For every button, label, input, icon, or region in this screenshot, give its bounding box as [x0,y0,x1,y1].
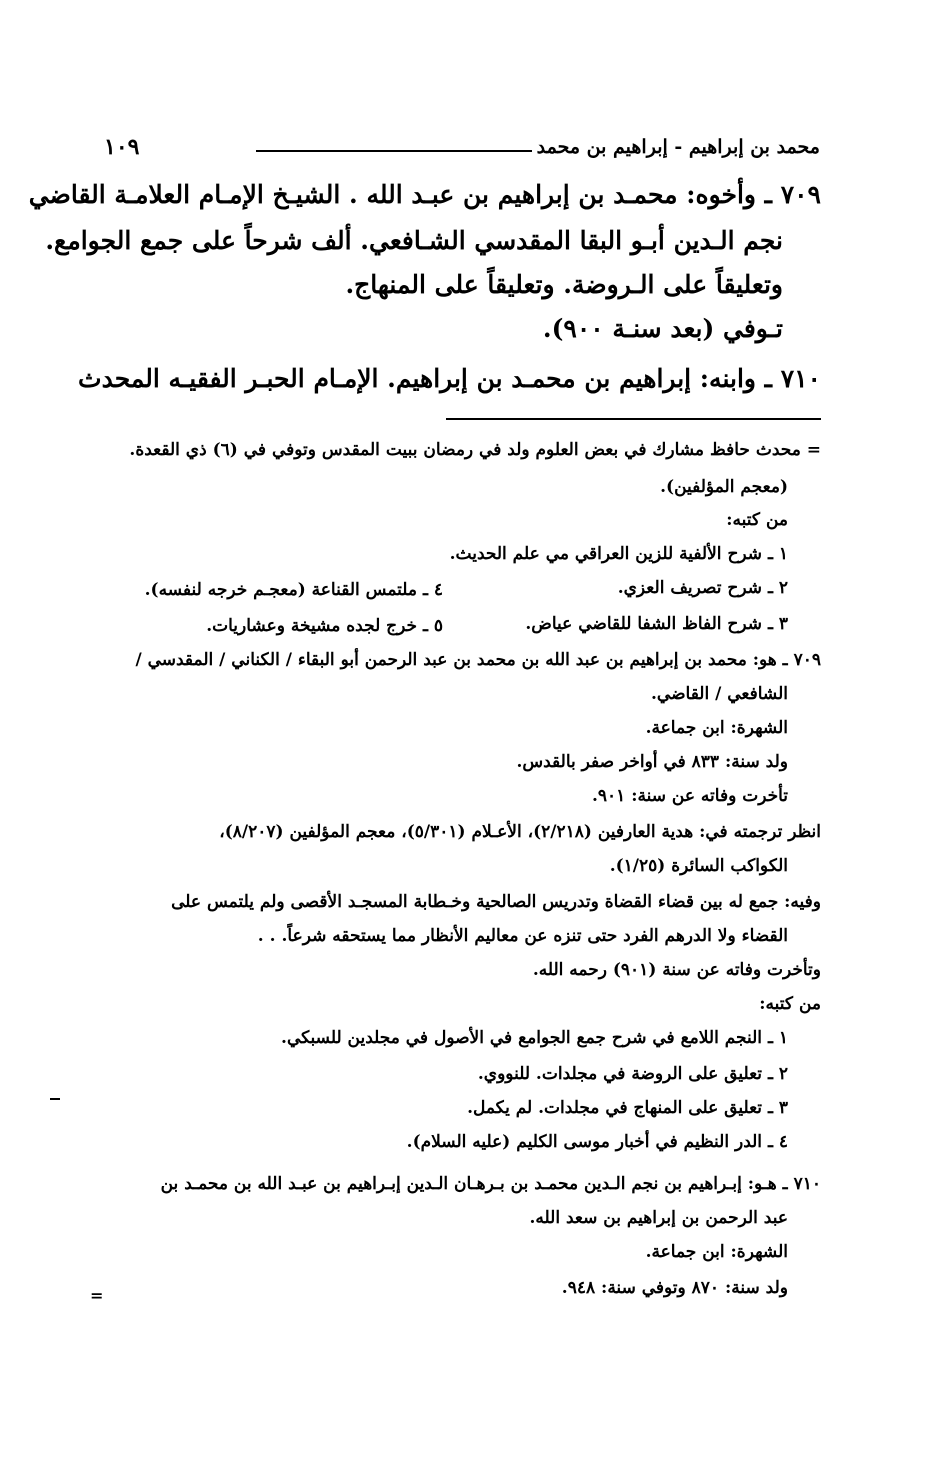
books-heading: من كتبه: [726,510,788,530]
books-item-4: ٤ ـ ملتمس القناعة (معجـم خرجه لنفسه). [144,580,443,600]
footnote-carry-line-2: (معجم المؤلفين). [660,477,788,497]
fn-709-died-after: تأخرت وفاته عن سنة: ٩٠١. [591,786,788,806]
page-header [96,136,820,166]
fn-710-fame: الشهرة: ابن جماعة. [645,1242,788,1262]
fn-709-see-2: الكواكب السائرة (١/٢٥). [609,856,788,876]
books-item-3: ٣ ـ شرح الفاظ الشفا للقاضي عياض. [525,614,788,634]
entry-709-line-1: ٧٠٩ ـ وأخوه: محمـد بن إبراهيم بن عبـد الله . الشيـخ الإمـام العلامـة القاضي [28,180,821,209]
books-item-5: ٥ ـ خرج لجده مشيخة وعشاريات. [206,616,443,636]
entry-710-line-1: ٧١٠ ـ وابنه: إبراهيم بن محمـد بن إبراهيم. الإمـام الحبـر الفقيـه المحدث [78,364,821,393]
fn-709-book-1: ١ ـ النجم اللامع في شرح جمع الجوامع في الأصول في مجلدين للسبكي. [281,1028,788,1048]
fn-709-book-2: ٢ ـ تعليق على الروضة في مجلدات. للنووي. [477,1064,788,1084]
fn-709-born: ولد سنة: ٨٣٣ في أواخر صفر بالقدس. [516,752,788,772]
books-item-1: ١ ـ شرح الألفية للزين العراقي مي علم الحديث. [449,544,788,564]
fn-709-see-1: انظر ترجمته في: هدية العارفين (٢/٢١٨)، الأعـلام (٥/٣٠١)، معجم المؤلفين (٨/٢٠٧)، [219,822,821,842]
fn-709-about-2: القضاء ولا الدرهم الفرد حتى تنزه عن معاليم الأنظار مما يستحقه شرعاً. . . [257,926,788,946]
fn-709-about-1: وفيه: جمع له بين قضاء القضاة وتدريس الصالحية وخـطابة المسجـد الأقصى ولم يلتمس على [171,892,821,912]
fn-709-about-3: وتأخرت وفاته عن سنة (٩٠١) رحمه الله. [532,960,821,980]
fn-710-line-2: عبد الرحمن بن إبراهيم بن سعد الله. [529,1208,788,1228]
entry-709-line-3: وتعليقاً على الـروضة. وتعليقاً على المنهاج. [345,270,783,299]
books-item-2: ٢ ـ شرح تصريف العزي. [617,578,788,598]
fn-709-books-heading: من كتبه: [759,994,821,1014]
header-rule [256,150,532,152]
footnote-separator [446,418,821,420]
fn-709-line-2: الشافعي / القاضي. [651,684,788,704]
fn-710-born-died: ولد سنة: ٨٧٠ وتوفي سنة: ٩٤٨. [561,1278,788,1298]
continuation-mark: = [90,1286,104,1305]
entry-709-line-2: نجم الـدين أبـو البقا المقدسي الشـافعي. ألف شرحاً على جمع الجوامع. [45,226,783,255]
page-number: ١٠٩ [104,134,140,160]
margin-tick [50,1098,60,1100]
footnote-carry-line-1: = محدث حافظ مشارك في بعض العلوم ولد في رمضان ببيت المقدس وتوفي في (٦) ذي القعدة. [129,440,821,460]
fn-709-fame: الشهرة: ابن جماعة. [645,718,788,738]
fn-709-line-1: ٧٠٩ ـ هو: محمد بن إبراهيم بن عبد الله بن محمد بن عبد الرحمن أبو البقاء / الكناني / المقدسي / [135,650,821,670]
fn-710-line-1: ٧١٠ ـ هـو: إبـراهيم بن نجم الـدين محمـد بن بـرهـان الـدين إبـراهيم بن عبـد الله بن محمـد بن [160,1174,821,1194]
fn-709-book-4: ٤ ـ الدر النظيم في أخبار موسى الكليم (عليه السلام). [406,1132,788,1152]
fn-709-book-3: ٣ ـ تعليق على المنهاج في مجلدات. لم يكمل. [467,1098,788,1118]
entry-709-line-4: تـوفي (بعد سنـة ٩٠٠). [542,314,783,343]
running-title: محمد بن إبراهيم - إبراهيم بن محمد [536,136,820,158]
